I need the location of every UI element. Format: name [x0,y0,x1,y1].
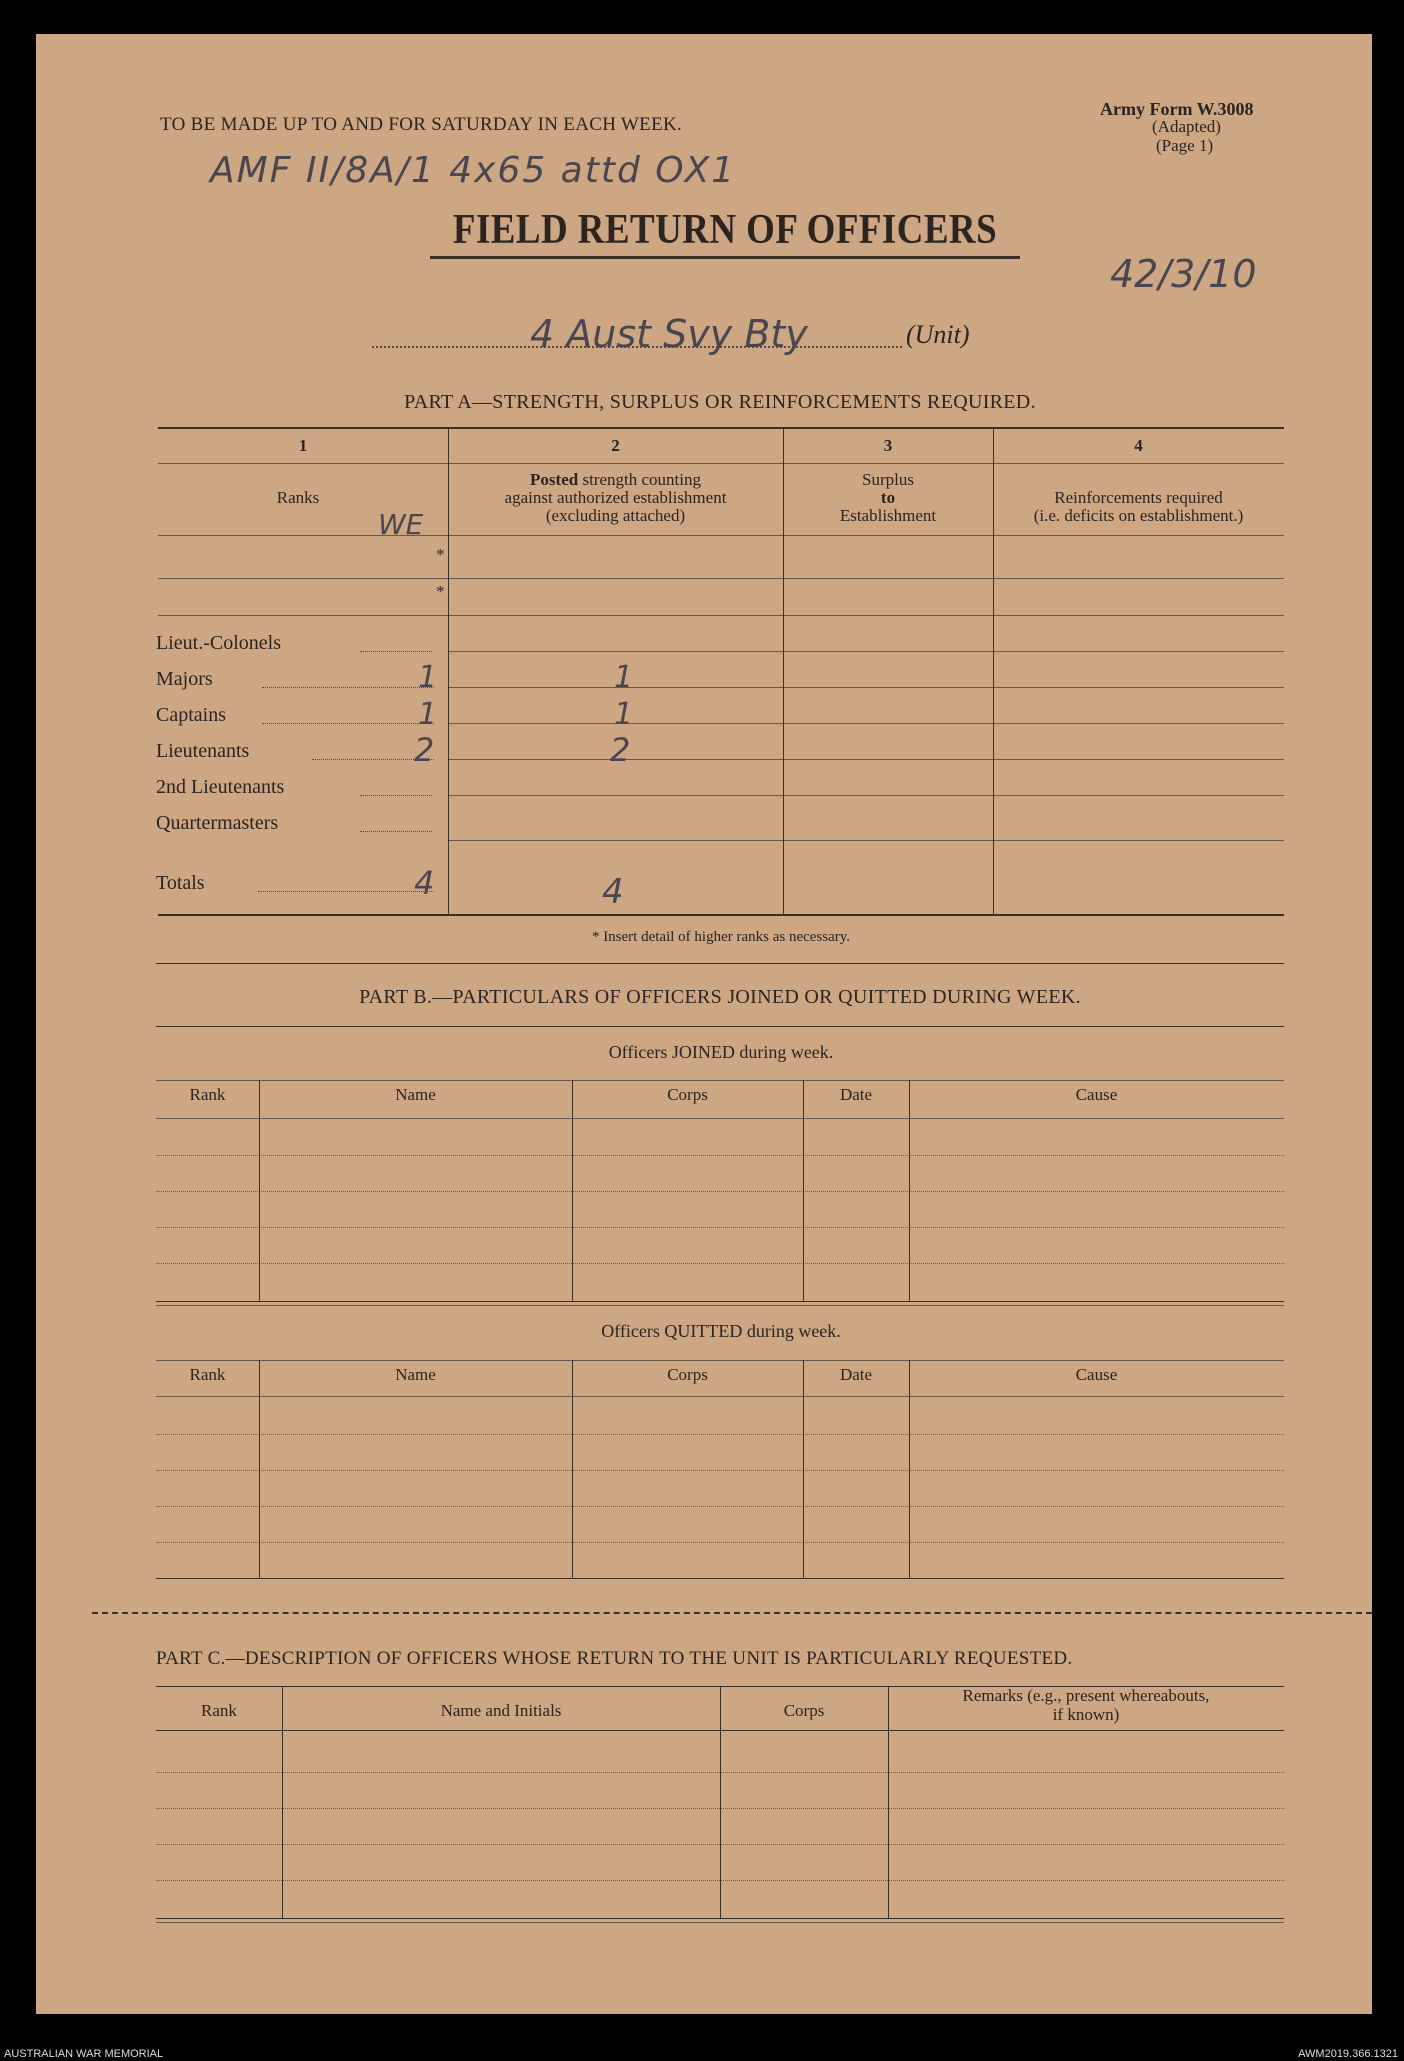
joined-col-divider [909,1080,910,1301]
handwritten-unit: 4 Aust Svy Bty [530,312,808,356]
part-c-col-remarks [888,1686,1284,1724]
leader-dots [262,687,434,688]
leader-dots [262,723,434,724]
quitted-row-rule [156,1542,1284,1543]
part-a-end-rule [156,963,1284,964]
joined-col-name: Name [395,1085,436,1104]
joined-col-cause: Cause [1075,1085,1118,1104]
joined-title: Officers JOINED during week. [608,1042,834,1062]
part-a-row-rule [448,723,1284,724]
quitted-col-name: Name [395,1365,436,1384]
quitted-col-divider [572,1360,573,1578]
part-a-top-rule [158,427,1284,429]
quitted-title: Officers QUITTED during week. [601,1321,841,1341]
quitted-row-rule [156,1506,1284,1507]
leader-dots [360,831,432,832]
form-adapted: (Adapted) [1152,117,1221,136]
part-a-row-rule [448,840,1284,841]
surplus-line-3: Establishment [839,506,937,525]
surplus-line-1: Surplus [862,470,914,489]
hw-posted-majors: 1 [614,660,634,695]
page-title: FIELD RETURN OF OFFICERS [452,207,998,253]
rank-majors: Majors [156,668,213,690]
part-a-row-rule [448,795,1284,796]
tear-line [92,1612,1372,1614]
footer-credit: AUSTRALIAN WAR MEMORIAL [4,2048,164,2060]
posted-rest: strength counting [578,470,701,489]
quitted-top-rule [156,1360,1284,1361]
quitted-col-cause: Cause [1075,1365,1118,1384]
joined-row-rule [156,1227,1284,1228]
asterisk-marker: * [436,582,445,601]
quitted-col-date: Date [839,1365,873,1384]
part-b-heading: PART B.—PARTICULARS OF OFFICERS JOINED OR QUITTED DURING WEEK. [359,986,1081,1008]
title-underline [430,256,1020,259]
surplus-line-2: to [880,488,896,507]
col-3-number: 3 [883,436,893,455]
joined-top-rule [156,1080,1284,1081]
posted-bold: Posted [530,470,579,489]
posted-line-3: (excluding attached) [545,506,686,525]
leader-dots [360,651,432,652]
remarks-line-2: if known) [1052,1705,1120,1724]
part-a-row-rule [448,687,1284,688]
joined-col-date: Date [839,1085,873,1104]
part-c-col-corps: Corps [783,1701,825,1720]
quitted-col-corps: Corps [667,1365,708,1384]
instruction-text: TO BE MADE UP TO AND FOR SATURDAY IN EACH WEEK. [160,114,683,135]
part-a-num-rule [158,463,1284,464]
part-c-bottom-rule [156,1918,1284,1919]
part-a-row-rule [448,759,1284,760]
hw-we-majors: 1 [418,660,438,695]
leader-dots [360,795,432,796]
handwritten-reference: AMF II/8A/1 4x65 attd OX1 [210,150,737,191]
part-c-col-rank: Rank [201,1701,237,1720]
surplus-header [783,471,993,525]
unit-label: (Unit) [906,320,970,349]
form-page: (Page 1) [1156,136,1214,155]
quitted-row-rule [156,1434,1284,1435]
quitted-col-divider [259,1360,260,1578]
rank-captains: Captains [156,704,226,726]
totals-label: Totals [156,872,205,894]
footnote: * Insert detail of higher ranks as necessary. [591,929,851,945]
part-a-row-rule [448,651,1284,652]
part-c-heading: PART C.—DESCRIPTION OF OFFICERS WHOSE RETURN TO THE UNIT IS PARTICULARLY REQUESTED. [156,1648,1073,1669]
hw-we-lieutenants: 2 [414,731,435,769]
posted-line-2: against authorized establishment [504,488,727,507]
form-number: Army Form W.3008 [1100,99,1254,119]
footer-accession: AWM2019.366.1321 [1298,2048,1398,2060]
part-a-header-rule [158,535,1284,536]
part-a-heading: PART A—STRENGTH, SURPLUS OR REINFORCEMENTS REQUIRED. [404,391,1036,413]
joined-bottom-rule [156,1305,1284,1306]
joined-header-rule [156,1118,1284,1119]
joined-row-rule [156,1263,1284,1264]
part-a-row-rule [158,615,1284,616]
ranks-header: Ranks [276,488,320,507]
quitted-bottom-rule [156,1578,1284,1579]
col-4-number: 4 [1134,436,1143,455]
hw-we-totals: 4 [414,864,435,902]
joined-bottom-rule [156,1301,1284,1302]
col-1-number: 1 [298,436,308,455]
rank-lieutenants: Lieutenants [156,740,250,762]
leader-dots [258,891,434,892]
col-2-number: 2 [611,436,620,455]
quitted-header-rule [156,1396,1284,1397]
reinforcements-line-1: Reinforcements required [1054,488,1223,507]
rank-2nd-lieutenants: 2nd Lieutenants [156,776,285,798]
quitted-row-rule [156,1470,1284,1471]
joined-col-corps: Corps [667,1085,708,1104]
joined-col-rank: Rank [189,1085,226,1104]
posted-strength-header [448,471,783,525]
hw-posted-lieutenants: 2 [610,731,631,769]
hw-we-captains: 1 [418,697,438,732]
joined-col-divider [259,1080,260,1301]
joined-col-divider [803,1080,804,1301]
handwritten-we-header: WE [378,508,424,541]
handwritten-file-number: 42/3/10 [1110,252,1257,296]
rank-quartermasters: Quartermasters [156,812,279,834]
reinforcements-line-2: (i.e. deficits on establishment.) [1033,506,1244,525]
hw-posted-captains: 1 [614,697,634,732]
part-b-top-rule [156,1026,1284,1027]
rank-lieut-colonels: Lieut.-Colonels [156,632,281,654]
quitted-col-rank: Rank [189,1365,226,1384]
quitted-col-divider [803,1360,804,1578]
remarks-line-1: Remarks (e.g., present whereabouts, [962,1686,1210,1705]
asterisk-marker: * [436,545,445,564]
quitted-col-divider [909,1360,910,1578]
joined-col-divider [572,1080,573,1301]
part-a-bottom-rule [158,914,1284,916]
part-c-bottom-rule [156,1922,1284,1923]
hw-posted-totals: 4 [602,872,624,912]
reinforcements-header [993,489,1284,525]
part-a-row-rule [158,578,1284,579]
joined-row-rule [156,1191,1284,1192]
joined-row-rule [156,1155,1284,1156]
part-c-col-name: Name and Initials [440,1701,562,1720]
